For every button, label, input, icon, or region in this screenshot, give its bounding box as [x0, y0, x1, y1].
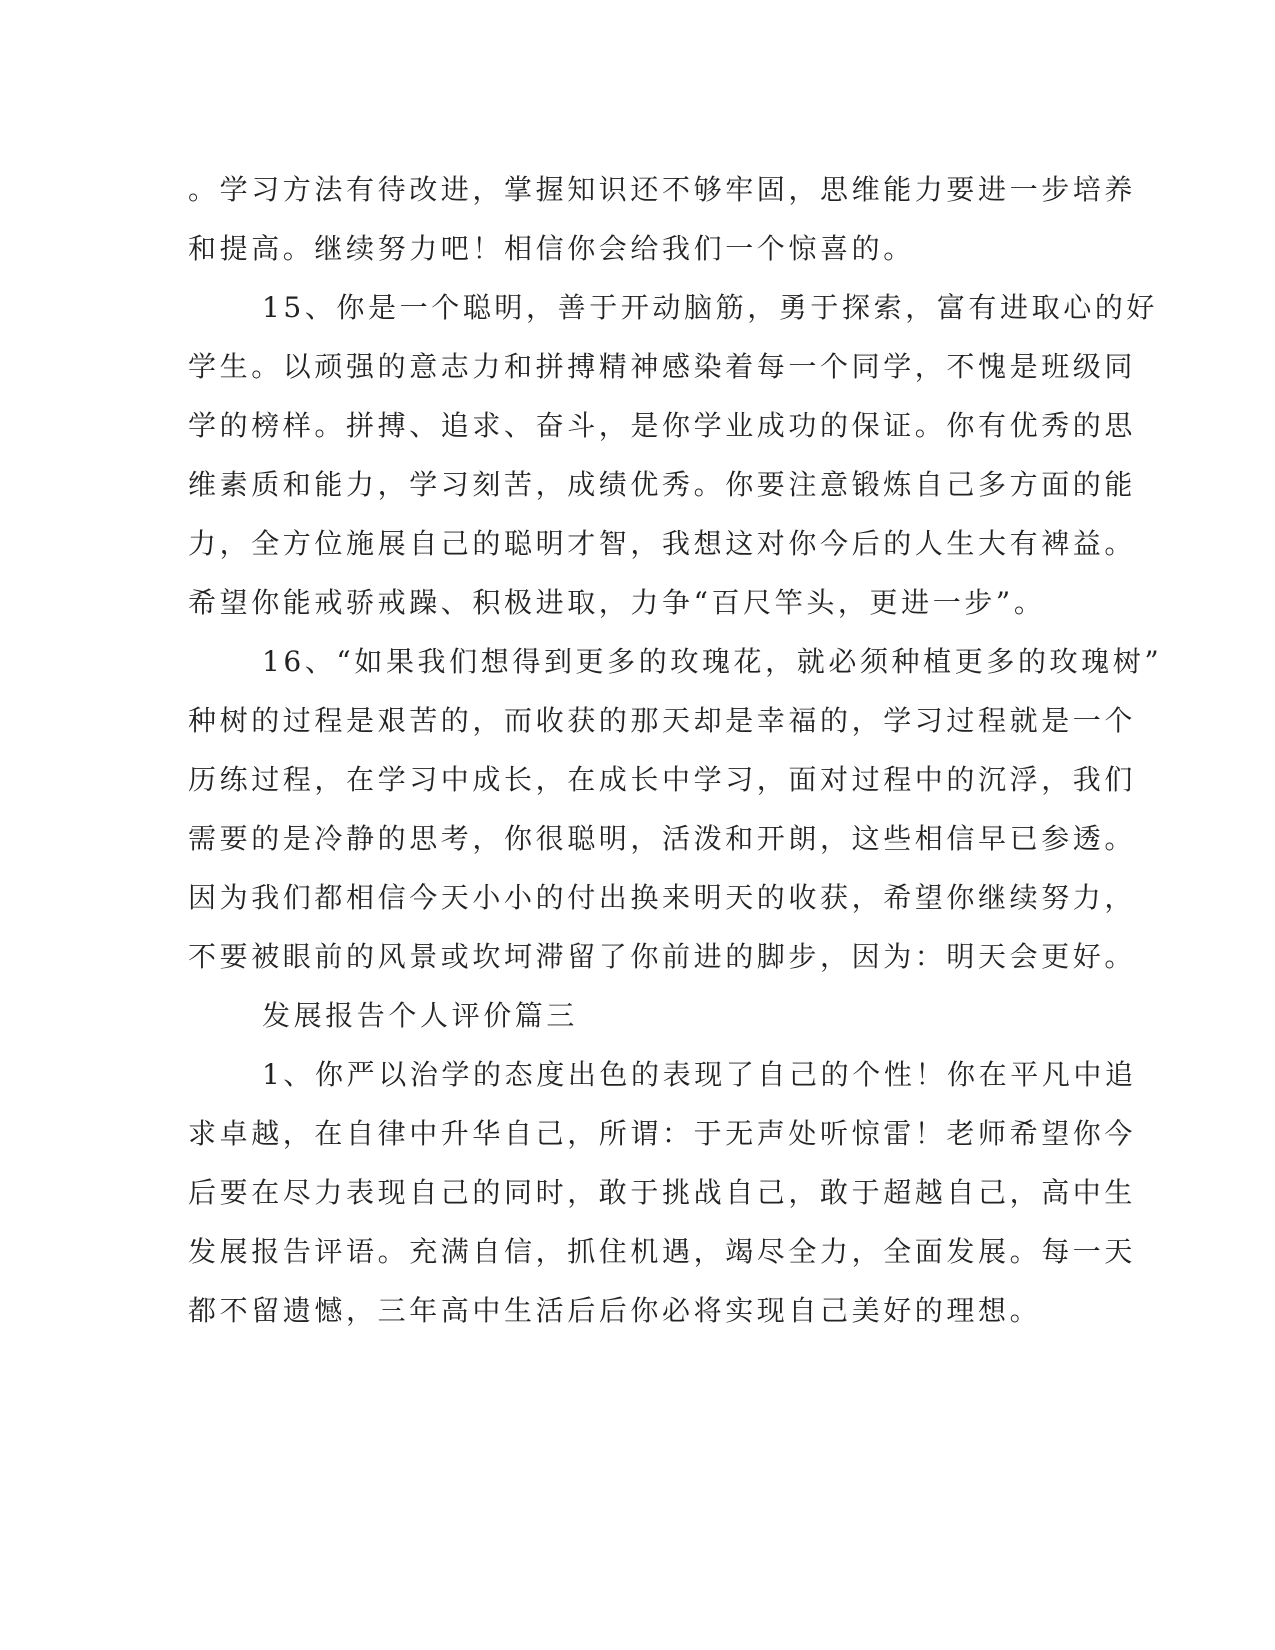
- text-line: 历练过程，在学习中成长，在成长中学习，面对过程中的沉浮，我们: [188, 763, 1137, 796]
- text-line: 学生。以顽强的意志力和拼搏精神感染着每一个同学，不愧是班级同: [188, 350, 1137, 383]
- text-line: 。学习方法有待改进，掌握知识还不够牢固，思维能力要进一步培养: [188, 173, 1137, 206]
- text-line: 不要被眼前的风景或坎坷滞留了你前进的脚步，因为：明天会更好。: [188, 940, 1137, 973]
- text-line: 需要的是冷静的思考，你很聪明，活泼和开朗，这些相信早已参透。: [188, 822, 1137, 855]
- paragraph-start-line: 发展报告个人评价篇三: [262, 999, 579, 1032]
- text-line: 希望你能戒骄戒躁、积极进取，力争“百尺竿头，更进一步”。: [188, 586, 1046, 619]
- paragraph-start-line: 15、你是一个聪明，善于开动脑筋，勇于探索，富有进取心的好: [262, 291, 1159, 324]
- text-line: 发展报告评语。充满自信，抓住机遇，竭尽全力，全面发展。每一天: [188, 1235, 1137, 1268]
- text-line: 种树的过程是艰苦的，而收获的那天却是幸福的，学习过程就是一个: [188, 704, 1137, 737]
- paragraph-start-line: 1、你严以治学的态度出色的表现了自己的个性！你在平凡中追: [262, 1058, 1137, 1091]
- text-line: 求卓越，在自律中升华自己，所谓：于无声处听惊雷！老师希望你今: [188, 1117, 1137, 1150]
- body-text: [188, 160, 1163, 1340]
- text-line: 学的榜样。拼搏、追求、奋斗，是你学业成功的保证。你有优秀的思: [188, 409, 1137, 442]
- text-line: 维素质和能力，学习刻苦，成绩优秀。你要注意锻炼自己多方面的能: [188, 468, 1137, 501]
- paragraph-start-line: 16、“如果我们想得到更多的玫瑰花，就必须种植更多的玫瑰树”: [262, 645, 1163, 678]
- text-line: 都不留遗憾，三年高中生活后后你必将实现自己美好的理想。: [188, 1294, 1042, 1327]
- text-line: 和提高。继续努力吧！相信你会给我们一个惊喜的。: [188, 232, 915, 265]
- text-line: 力，全方位施展自己的聪明才智，我想这对你今后的人生大有裨益。: [188, 527, 1137, 560]
- text-line: 因为我们都相信今天小小的付出换来明天的收获，希望你继续努力，: [188, 881, 1137, 914]
- text-line: 后要在尽力表现自己的同时，敢于挑战自己，敢于超越自己，高中生: [188, 1176, 1137, 1209]
